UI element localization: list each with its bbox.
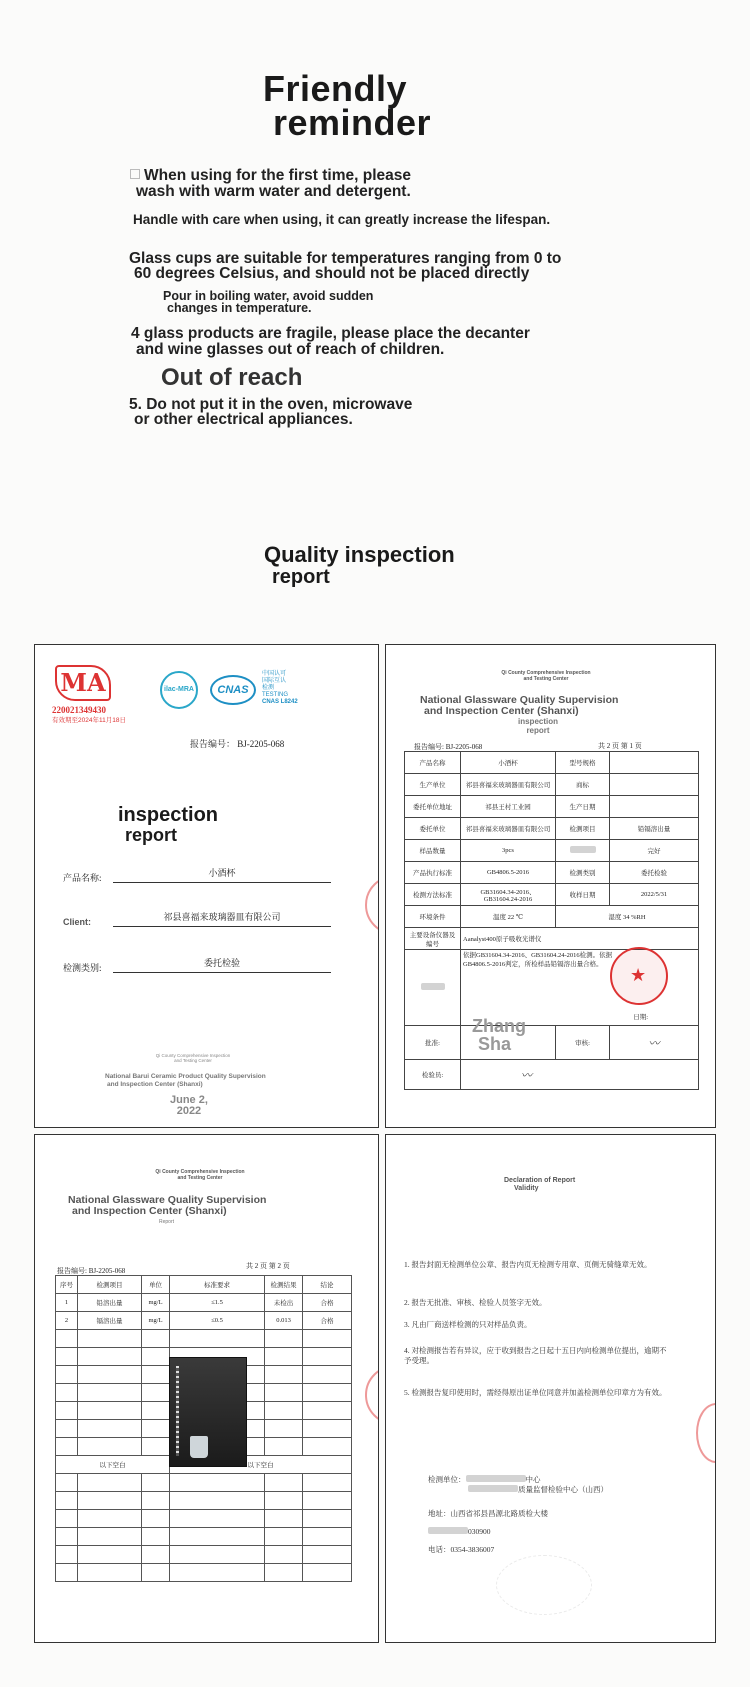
table-row (405, 1060, 699, 1090)
table-cell: 镉溶出量 (78, 1312, 142, 1330)
sample-photo (169, 1357, 247, 1467)
quality-title-line1: Quality inspection (264, 542, 455, 567)
reminder-item3-line1: Glass cups are suitable for temperatures ranging from 0 to (129, 250, 562, 267)
table-cell: 检测方法标准 (405, 884, 461, 906)
inspector-signature: 〰 (461, 1060, 699, 1090)
table-header: 标准要求 (170, 1276, 265, 1294)
declaration-title-line1: Declaration of Report (504, 1177, 576, 1184)
table-cell: 委托单位地址 (405, 796, 461, 818)
table-cell: GB31604.34-2016、GB31604.24-2016 (461, 884, 556, 906)
page2-top-line1: Qi County Comprehensive Inspection (155, 1169, 245, 1175)
seal-star-icon: ★ (630, 965, 647, 985)
table-row (56, 1546, 352, 1564)
inspection-type-label: 检测类别: (63, 963, 102, 973)
table-row (405, 884, 699, 906)
page2-report-number: 报告编号: BJ-2205-068 (57, 1267, 126, 1275)
inspector-label: 检验员: (405, 1060, 461, 1090)
cover-overlay-line1: inspection (118, 804, 219, 826)
declaration-item1: 1. 报告封面无检测单位公章、报告内页无检测专用章、页侧无骑缝章无效。 (404, 1260, 652, 1269)
review-signature: 〰 (610, 1026, 699, 1060)
table-cell: 完好 (610, 840, 699, 862)
side-seal-stamp (365, 1365, 379, 1425)
table-row (405, 752, 699, 774)
table-header: 检测结果 (265, 1276, 303, 1294)
table-cell: 合格 (303, 1312, 352, 1330)
cnas-text5: CNAS L8242 (262, 699, 298, 705)
equipment-value: Aanalyst400原子吸收光谱仪 (461, 928, 699, 950)
table-cell: GB4806.5-2016 (461, 862, 556, 884)
table-cell (610, 774, 699, 796)
signature-name-line1: Zhang (472, 1016, 526, 1036)
review-label: 审核: (556, 1026, 610, 1060)
declaration-item5: 5. 检测报告复印使用时，需经得原出证单位同意并加盖检测单位印章方为有效。 (404, 1388, 667, 1397)
declaration-item2: 2. 报告无批准、审核、检验人员签字无效。 (404, 1298, 547, 1307)
table-cell: ≤0.5 (170, 1312, 265, 1330)
env-label: 环境条件 (405, 906, 461, 928)
page1-title-line2: and Inspection Center (Shanxi) (424, 705, 579, 717)
report-cover-page (34, 644, 379, 1128)
blurred-cell (405, 950, 461, 1026)
table-row (405, 906, 699, 928)
table-cell (610, 796, 699, 818)
ilac-mra-logo: ilac-MRA (160, 671, 198, 709)
page1-page-info: 共 2 页 第 1 页 (598, 742, 642, 750)
table-row (56, 1510, 352, 1528)
faint-seal-stamp (496, 1555, 592, 1615)
official-seal-stamp (610, 947, 668, 1005)
page1-report-number: 报告编号: BJ-2205-068 (414, 743, 483, 751)
client-label: Client: (63, 917, 91, 927)
table-cell: 检测项目 (556, 818, 610, 840)
reminder-title-line2: reminder (273, 102, 432, 143)
reminder-item3b-line2: changes in temperature. (167, 301, 312, 315)
bullet-box-icon (130, 169, 140, 179)
cma-validity: 有效期至2024年11月18日 (52, 717, 126, 724)
client-value: 祁县喜福来玻璃器皿有限公司 (113, 912, 331, 927)
table-row (56, 1528, 352, 1546)
blurred-cell (556, 840, 610, 862)
report-page-2 (34, 1134, 379, 1643)
page1-top-line1: Qi County Comprehensive Inspection (501, 670, 591, 676)
table-row (405, 1026, 699, 1060)
table-cell: 商标 (556, 774, 610, 796)
page1-top-line2: and Testing Center (523, 676, 569, 682)
table-cell: 样品数量 (405, 840, 461, 862)
page1-sub-line2: report (526, 726, 550, 735)
cnas-logo: CNAS (210, 675, 256, 705)
reminder-title-line1: Friendly (263, 68, 408, 109)
page2-title-line1: National Glassware Quality Supervision (68, 1194, 267, 1206)
table-cell: 合格 (303, 1294, 352, 1312)
table-cell: 未检出 (265, 1294, 303, 1312)
table-cell: 型号规格 (556, 752, 610, 774)
table-row (405, 840, 699, 862)
table-cell: 祁县喜福来玻璃器皿有限公司 (461, 774, 556, 796)
cnas-text3: 检测 (262, 685, 275, 691)
phone-label: 电话： (428, 1545, 451, 1554)
table-header: 序号 (56, 1276, 78, 1294)
table-cell: 0.013 (265, 1312, 303, 1330)
table-cell: ≤1.5 (170, 1294, 265, 1312)
reminder-item4-line1: 4 glass products are fragile, please place the decanter (131, 325, 530, 342)
measuring-ruler (176, 1366, 179, 1456)
table-cell: 生产日期 (556, 796, 610, 818)
cover-footer-small2: and Testing Center (174, 1058, 212, 1063)
page2-top-line2: and Testing Center (177, 1175, 223, 1181)
blank-marker-right: 以下空白 (170, 1456, 352, 1474)
reminder-item1-line1: When using for the first time, please (144, 167, 411, 184)
table-cell: 产品名称 (405, 752, 461, 774)
table-cell: 铅溶出量 (78, 1294, 142, 1312)
table-cell: 2022/5/31 (610, 884, 699, 906)
cnas-text2: 国际互认 (262, 678, 287, 684)
page1-sub-line1: inspection (518, 717, 559, 726)
cover-overlay-line2: report (125, 825, 178, 845)
postcode-value: 030900 (468, 1527, 491, 1536)
table-cell: mg/L (142, 1294, 170, 1312)
report-page-1 (385, 644, 716, 1128)
reminder-item4-line2: and wine glasses out of reach of children. (136, 341, 445, 358)
table-cell: 祁县喜福来玻璃器皿有限公司 (461, 818, 556, 840)
table-cell: 2 (56, 1312, 78, 1330)
reminder-item2: Handle with care when using, it can greatly increase the lifespan. (133, 212, 551, 227)
out-of-reach-heading: Out of reach (161, 364, 303, 391)
table-row (56, 1564, 352, 1582)
table-cell: 收样日期 (556, 884, 610, 906)
cnas-text4: TESTING (262, 692, 289, 698)
reminder-item5-line1: 5. Do not put it in the oven, microwave (129, 396, 413, 413)
inspection-type-value: 委托检验 (113, 958, 331, 973)
signature-name-line2: Sha (478, 1034, 512, 1054)
address-value: 山西省祁县昌源北路质检大楼 (450, 1509, 548, 1518)
conclusion-date-label: 日期: (633, 1014, 648, 1021)
report-number: 报告编号： BJ-2205-068 (190, 739, 285, 749)
cma-logo: MA (55, 665, 111, 701)
declaration-item3: 3. 凡由厂商送样检测的只对样品负责。 (404, 1320, 532, 1329)
reminder-item5-line2: or other electrical appliances. (134, 411, 353, 428)
declaration-page (385, 1134, 716, 1643)
table-header-row (56, 1276, 352, 1294)
reminder-item1-line2: wash with warm water and detergent. (136, 183, 411, 200)
page2-title-line2: and Inspection Center (Shanxi) (72, 1205, 227, 1217)
unit-line2: 质量监督检验中心（山西） (518, 1485, 608, 1494)
table-cell: 委托单位 (405, 818, 461, 840)
cover-date-line1: June 2, (170, 1094, 208, 1106)
env-temperature: 温度 22 ℃ (461, 906, 556, 928)
table-cell: 产品执行标准 (405, 862, 461, 884)
page1-info-table (404, 751, 699, 1090)
product-name-label: 产品名称: (63, 873, 102, 883)
conclusion-text: 依据GB31604.34-2016、GB31604.24-2016检测。依据GB4806.5-2016判定，所检样品铅镉溶出量合格。 (463, 952, 613, 968)
table-cell: 委托检验 (610, 862, 699, 884)
table-header: 单位 (142, 1276, 170, 1294)
table-row (56, 1492, 352, 1510)
env-humidity: 湿度 34 %RH (556, 906, 699, 928)
table-row (56, 1294, 352, 1312)
table-row (405, 928, 699, 950)
table-row (56, 1312, 352, 1330)
quality-title-line2: report (272, 566, 330, 588)
cma-number: 220021349430 (52, 705, 106, 715)
table-row (405, 862, 699, 884)
table-row (56, 1330, 352, 1348)
reminder-item3b-line1: Pour in boiling water, avoid sudden (163, 289, 374, 303)
cover-footer-small1: Qi County Comprehensive Inspection (155, 1053, 231, 1058)
unit-label: 检测单位： (428, 1475, 466, 1484)
unit-line1: 中心 (525, 1475, 541, 1484)
page2-page-info: 共 2 页 第 2 页 (246, 1262, 290, 1270)
page1-title-line1: National Glassware Quality Supervision (420, 694, 619, 706)
table-cell: 小酒杯 (461, 752, 556, 774)
table-cell (610, 752, 699, 774)
reminder-item3-line2: 60 degrees Celsius, and should not be placed directly (134, 265, 530, 282)
declaration-item4-line2: 予受理。 (404, 1356, 434, 1365)
approve-label: 批准: (405, 1026, 461, 1060)
declaration-title-line2: Validity (514, 1185, 539, 1192)
table-row (405, 818, 699, 840)
product-name-value: 小酒杯 (113, 868, 331, 883)
cover-footer-line1: National Barui Ceramic Product Quality Supervision (105, 1073, 266, 1080)
table-header: 检测项目 (78, 1276, 142, 1294)
equipment-label: 主要设备仪器及编号 (405, 928, 461, 950)
address-label: 地址： (428, 1509, 451, 1518)
side-seal-stamp (365, 875, 379, 935)
table-cell: mg/L (142, 1312, 170, 1330)
table-cell: 铅镉溶出量 (610, 818, 699, 840)
table-row (405, 774, 699, 796)
side-seal-stamp (696, 1403, 716, 1463)
table-cell: 3pcs (461, 840, 556, 862)
cnas-text1: 中国认可 (262, 671, 287, 677)
declaration-item4-line1: 4. 对检测报告若有异议，应于收到报告之日起十五日内向检测单位提出，逾期不 (404, 1346, 667, 1355)
page2-sub: Report (159, 1219, 175, 1225)
table-cell: 1 (56, 1294, 78, 1312)
blank-marker-left: 以下空白 (56, 1456, 170, 1474)
cover-date-line2: 2022 (176, 1105, 202, 1117)
table-cell: 检测类别 (556, 862, 610, 884)
table-header: 结论 (303, 1276, 352, 1294)
sample-glass (190, 1436, 208, 1458)
phone-value: 0354-3836007 (450, 1545, 495, 1554)
table-cell: 祁县王村工业园 (461, 796, 556, 818)
table-row (405, 796, 699, 818)
cover-footer-line2: and Inspection Center (Shanxi) (107, 1081, 203, 1088)
table-row (56, 1474, 352, 1492)
table-cell: 生产单位 (405, 774, 461, 796)
